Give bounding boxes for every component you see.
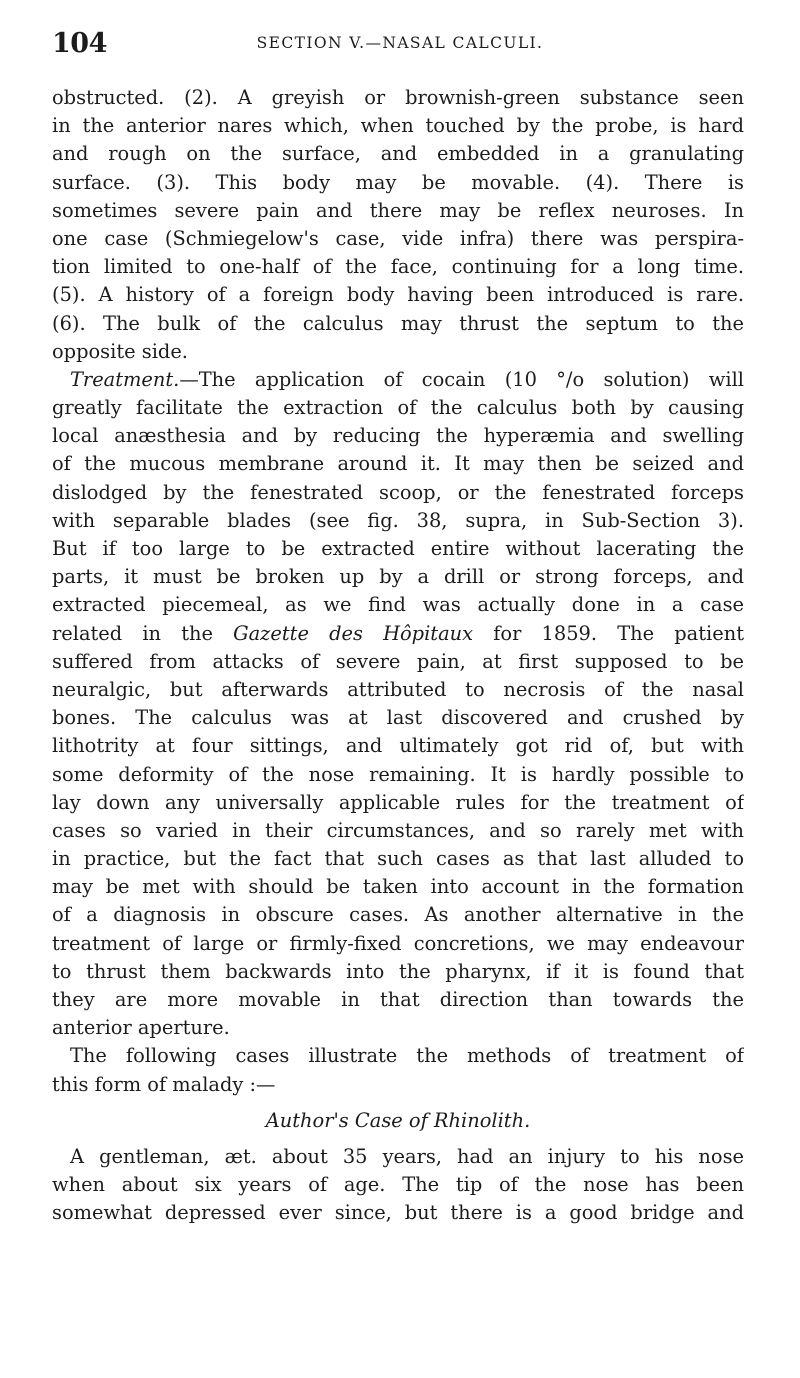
text-line: cases so varied in their circumstances, and so rarely met with — [52, 818, 744, 842]
text-line: (6). The bulk of the calculus may thrust the septum to the — [52, 311, 744, 335]
text-line: extracted piecemeal, as we find was actually done in a case — [52, 593, 744, 617]
text-line: some deformity of the nose remaining. It is hardly possible to — [52, 762, 744, 786]
case-heading: Author's Case of Rhinolith. — [265, 1108, 531, 1132]
gazette-pre: related in the — [52, 621, 234, 645]
text-line: tion limited to one-half of the face, continuing for a long time. — [52, 255, 744, 279]
text-line: suffered from attacks of severe pain, at first supposed to be — [52, 649, 744, 673]
text-line: may be met with should be taken into account in the formation — [52, 875, 744, 899]
treatment-label: Treatment. — [70, 367, 180, 391]
text-line — [52, 620, 744, 648]
paragraph-symptoms — [52, 84, 744, 366]
text-line: of the mucous membrane around it. It may then be seized and — [52, 452, 744, 476]
text-line: they are more movable in that direction than towards the — [52, 988, 744, 1011]
text-line: (5). A history of a foreign body having been introduced is rare. — [52, 283, 744, 307]
spacer — [52, 1135, 744, 1143]
text-line: in the anterior nares which, when touched by the probe, is hard — [52, 114, 744, 138]
gazette-post: for 1859. The patient — [473, 621, 744, 645]
text-line: bones. The calculus was at last discovered and crushed by — [52, 706, 744, 730]
treatment-first-line: —The application of cocain (10 °/o solution) will — [179, 367, 744, 391]
text-line: parts, it must be broken up by a drill or strong forceps, and — [52, 565, 744, 589]
running-title: SECTION V.—NASAL CALCULI. — [256, 34, 544, 52]
journal-title: Gazette des Hôpitaux — [233, 621, 474, 645]
text-line: surface. (3). This body may be movable. (4). There is — [52, 170, 744, 194]
text-line: one case (Schmiegelow's case, vide infra) there was perspira- — [52, 226, 744, 250]
text-line: sometimes severe pain and there may be reflex neuroses. In — [52, 198, 744, 222]
page-body — [52, 84, 744, 1228]
paragraph-treatment — [52, 366, 744, 1043]
page-header — [52, 28, 748, 62]
paragraph-case — [52, 1143, 744, 1228]
text-line: But if too large to be extracted entire without lacerating the — [52, 537, 744, 560]
text-line: in practice, but the fact that such cases as that last alluded to — [52, 847, 744, 871]
text-line: anterior aperture. — [52, 1016, 230, 1040]
text-line: neuralgic, but afterwards attributed to necrosis of the nasal — [52, 677, 744, 701]
text-line: obstructed. (2). A greyish or brownish-green substance seen — [52, 86, 744, 109]
text-line — [52, 366, 744, 394]
text-line: of a diagnosis in obscure cases. As another alternative in the — [52, 903, 744, 927]
text-line: opposite side. — [52, 339, 188, 363]
text-line: lithotrity at four sittings, and ultimately got rid of, but with — [52, 734, 744, 758]
spacer — [52, 1099, 744, 1107]
text-line: local anæsthesia and by reducing the hyperæmia and swelling — [52, 424, 744, 448]
text-line: somewhat depressed ever since, but there is a good bridge and — [52, 1201, 744, 1225]
text-line: with separable blades (see fig. 38, supra, in Sub-Section 3). — [52, 508, 744, 532]
text-line: greatly facilitate the extraction of the calculus both by causing — [52, 396, 744, 420]
text-line: to thrust them backwards into the pharynx, if it is found that — [52, 959, 744, 983]
text-line: dislodged by the fenestrated scoop, or the fenestrated forceps — [52, 480, 744, 504]
page-number: 104 — [52, 28, 107, 59]
text-line: lay down any universally applicable rules for the treatment of — [52, 790, 744, 814]
text-line: The following cases illustrate the methods of treatment of — [70, 1044, 744, 1068]
paragraph-cases-intro — [52, 1042, 744, 1098]
text-line: this form of malady :— — [52, 1072, 276, 1096]
text-line: treatment of large or firmly-fixed concretions, we may endeavour — [52, 931, 744, 955]
text-line: A gentleman, æt. about 35 years, had an injury to his nose — [70, 1144, 744, 1168]
text-line: and rough on the surface, and embedded in a granulating — [52, 142, 744, 166]
text-line: when about six years of age. The tip of the nose has been — [52, 1173, 744, 1197]
